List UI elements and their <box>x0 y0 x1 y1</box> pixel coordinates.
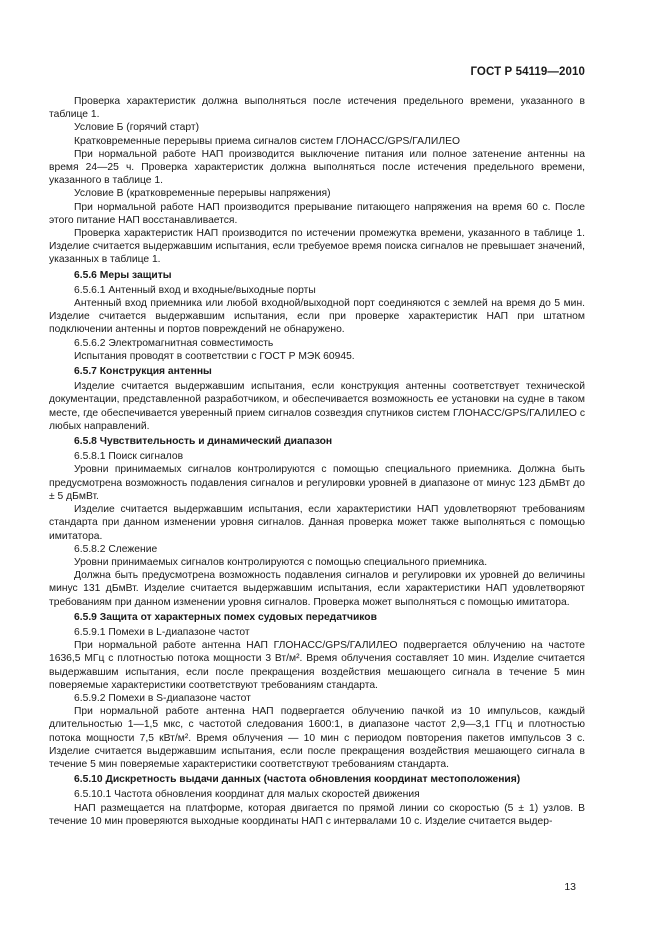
paragraph: НАП размещается на платформе, которая двигается по прямой линии со скоростью (5 ± 1) узлов. В течение 10 мин проверяются выходные координаты НАП с интервалами 10 с. Изделие считается выдер- <box>49 802 585 827</box>
paragraph: Испытания проводят в соответствии с ГОСТ Р МЭК 60945. <box>74 350 355 362</box>
paragraph: 6.5.10.1 Частота обновления координат для малых скоростей движения <box>74 789 420 801</box>
paragraph: Уровни принимаемых сигналов контролируются с помощью специального приемника. Должна быть предусмотрена возможность подавления сигналов и регулировки уровней в диапазоне от минус 123 дБмВт до ± 5 дБмВт. <box>49 464 585 502</box>
section-heading: 6.5.7 Конструкция антенны <box>74 366 212 378</box>
paragraph: Проверка характеристик НАП производится по истечении промежутка времени, указанного в таблице 1. Изделие считается выдержавшим испытания, если требуемое время поиска сигналов не превышает значений, указанных в таблице 1. <box>49 228 585 266</box>
paragraph: Уровни принимаемых сигналов контролируются с помощью специального приемника. <box>74 556 488 568</box>
paragraph: Условие В (кратковременные перерывы напряжения) <box>74 188 331 200</box>
paragraph: 6.5.9.2 Помехи в S-диапазоне частот <box>74 692 251 704</box>
section-heading: 6.5.6 Меры защиты <box>74 269 172 281</box>
paragraph: При нормальной работе антенна НАП подвергается облучению пачкой из 10 импульсов, каждый длительностью 1—1,5 мкс, с частотой следования 1600:1, в диапазоне частот 2,9—3,1 ГГц и плотностью потока мощности 7,5 кВт/м². Время облучения — 10 мин с периодом повторения пакетов импульсов 3 с. Изделие считается выдержавшим испытания, если после прекращения воздействия мешающего сигнала в течение 5 мин поверяемые характеристики соответствуют требованиям стандарта. <box>49 706 585 770</box>
document-code-header: ГОСТ Р 54119—2010 <box>470 66 585 78</box>
document-body <box>49 95 585 828</box>
section-heading: 6.5.8 Чувствительность и динамический диапазон <box>74 436 333 448</box>
paragraph: 6.5.8.2 Слежение <box>74 543 158 555</box>
section-heading: 6.5.10 Дискретность выдачи данных (частота обновления координат местоположения) <box>74 774 521 786</box>
paragraph: Должна быть предусмотрена возможность подавления сигналов и регулировки их уровней до величины минус 131 дБмВт. Изделие считается выдержавшим испытания, если характеристики НАП удовлетворяют требованиям при данном изменении уровня сигналов. Проверка может выполняться с помощью имитатора. <box>49 570 585 608</box>
paragraph: 6.5.9.1 Помехи в L-диапазоне частот <box>74 626 250 638</box>
paragraph: Проверка характеристик должна выполняться после истечения предельного времени, указанного в таблице 1. <box>49 96 585 121</box>
paragraph: 6.5.6.1 Антенный вход и входные/выходные порты <box>74 284 316 296</box>
paragraph: При нормальной работе НАП производится прерывание питающего напряжения на время 60 с. После этого питание НАП восстанавливается. <box>49 201 585 226</box>
paragraph: 6.5.8.1 Поиск сигналов <box>74 451 184 463</box>
paragraph: При нормальной работе антенна НАП ГЛОНАСС/GPS/ГАЛИЛЕО подвергается облучению на частоте 1636,5 МГц с плотностью потока мощности 3 Вт/м². Время облучения составляет 10 мин. Изделие считается выдержавшим испытания, если после прекращения воздействия мешающего сигнала в течение 5 мин поверяемые характеристики соответствуют требованиям стандарта. <box>49 640 585 691</box>
paragraph: Условие Б (горячий старт) <box>74 122 200 134</box>
section-heading: 6.5.9 Защита от характерных помех судовых передатчиков <box>74 611 377 623</box>
paragraph: Кратковременные перерывы приема сигналов систем ГЛОНАСС/GPS/ГАЛИЛЕО <box>74 135 460 147</box>
paragraph: 6.5.6.2 Электромагнитная совместимость <box>74 337 274 349</box>
paragraph: Изделие считается выдержавшим испытания, если конструкция антенны соответствует технической документации, представленной разработчиком, и обеспечивается возможность ее установки на судне в таком месте, где обеспечивается уверенный прием сигналов созвездия спутников систем ГЛОНАСС/GPS/ГАЛИЛЕО с любых направлений. <box>49 381 585 432</box>
paragraph: При нормальной работе НАП производится выключение питания или полное затенение антенны на время 24—25 ч. Проверка характеристик должна выполняться после истечения предельного времени, указанного в таблице 1. <box>49 148 585 187</box>
paragraph: Изделие считается выдержавшим испытания, если характеристики НАП удовлетворяют требованиям стандарта при данном изменении уровня сигналов. Данная проверка может также выполняться с помощью имитатора. <box>49 504 585 542</box>
page-number: 13 <box>564 881 576 893</box>
paragraph: Антенный вход приемника или любой входной/выходной порт соединяются с землей на время до 5 мин. Изделие считается выдержавшим испытания, если при проверке характеристик НАП при штатном подключении антенны и портов повреждений не обнаружено. <box>49 298 585 336</box>
